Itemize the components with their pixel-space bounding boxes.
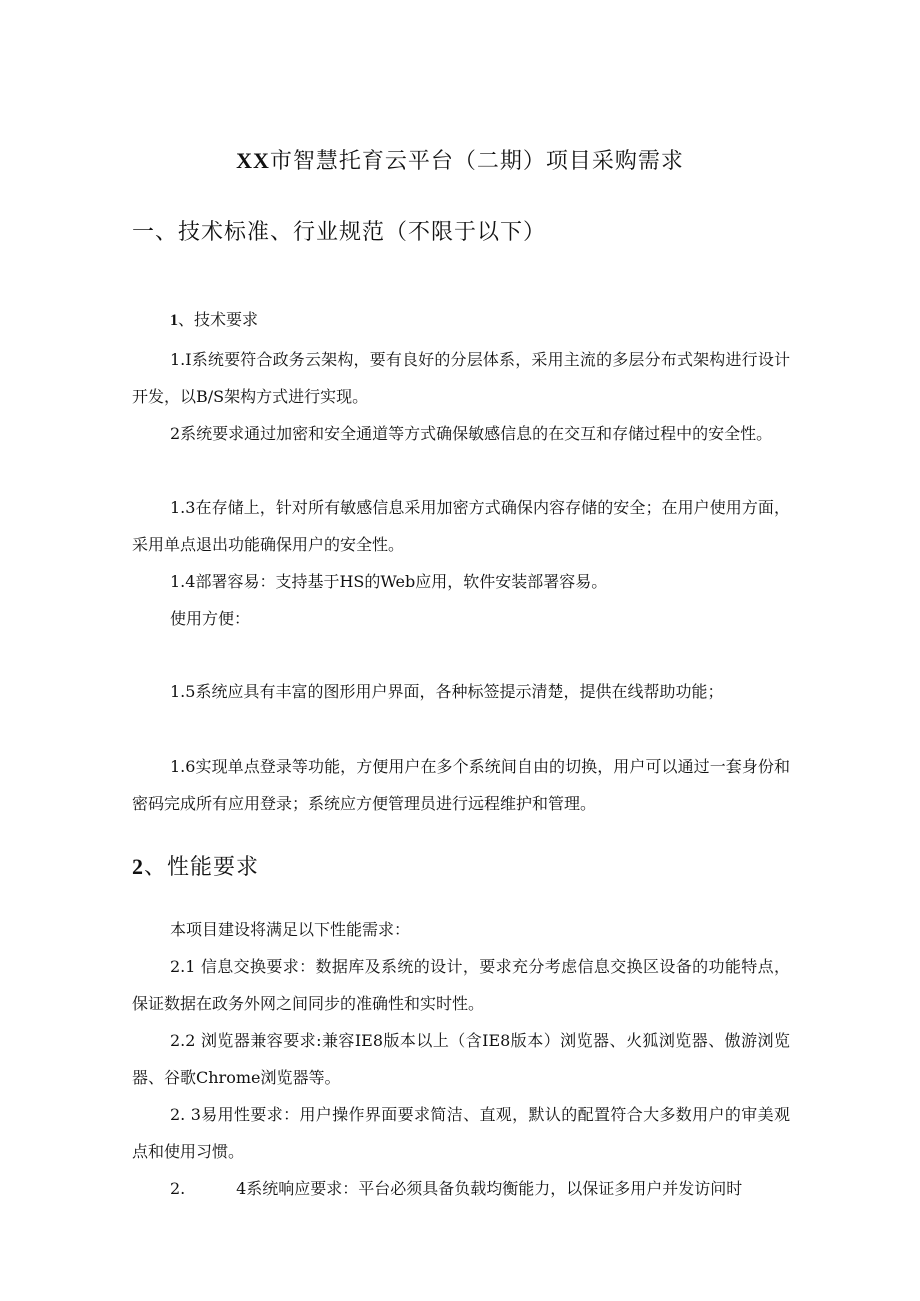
section-number: 2 [132,854,144,879]
paragraph-1-6: 1.6实现单点登录等功能，方便用户在多个系统间自由的切换，用户可以通过一套身份和密码完成所有应用登录；系统应方便管理员进行远程维护和管理。 [132,757,790,813]
paragraph-1-2: 2系统要求通过加密和安全通道等方式确保敏感信息的在交互和存储过程中的安全性。 [170,424,773,443]
paragraph-2-1: 2.1 信息交换要求：数据库及系统的设计，要求充分考虑信息交换区设备的功能特点，保证数据在政务外网之间同步的准确性和实时性。 [132,957,790,1013]
subsection-text: 、技术要求 [178,310,259,329]
paragraph-1-1: 1.I系统要符合政务云架构，要有良好的分层体系，采用主流的多层分布式架构进行设计开发，以B/S架构方式进行实现。 [132,350,790,406]
title-prefix: XX [236,148,270,173]
subsection-heading-1 [170,308,258,333]
paragraph-2-2: 2.2 浏览器兼容要求:兼容IE8版本以上（含IE8版本）浏览器、火狐浏览器、傲游浏览器、谷歌Chrome浏览器等。 [132,1031,790,1087]
paragraph-2-3: 2. 3易用性要求：用户操作界面要求简洁、直观，默认的配置符合大多数用户的审美观点和使用习惯。 [132,1105,790,1161]
paragraph-use: 使用方便： [170,609,251,628]
paragraph-1-5: 1.5系统应具有丰富的图形用户界面，各种标签提示清楚，提供在线帮助功能； [170,682,724,701]
document-title [0,146,920,177]
paragraph-2-4: 2. 4系统响应要求：平台必须具备负载均衡能力，以保证多用户并发访问时 [170,1179,743,1198]
paragraph-1-3: 1.3在存储上，针对所有敏感信息采用加密方式确保内容存储的安全；在用户使用方面，采用单点退出功能确保用户的安全性。 [132,498,790,554]
subsection-number: 1 [170,312,178,329]
paragraph-1-4: 1.4部署容易：支持基于HS的Web应用，软件安装部署容易。 [170,572,608,591]
section-text: 、性能要求 [144,855,260,880]
paragraph-2-intro: 本项目建设将满足以下性能需求： [170,920,411,939]
section-heading-2 [132,852,259,883]
title-text: 市智慧托育云平台（二期）项目采购需求 [269,149,684,174]
section-heading-1: 一、技术标准、行业规范（不限于以下） [132,220,547,245]
